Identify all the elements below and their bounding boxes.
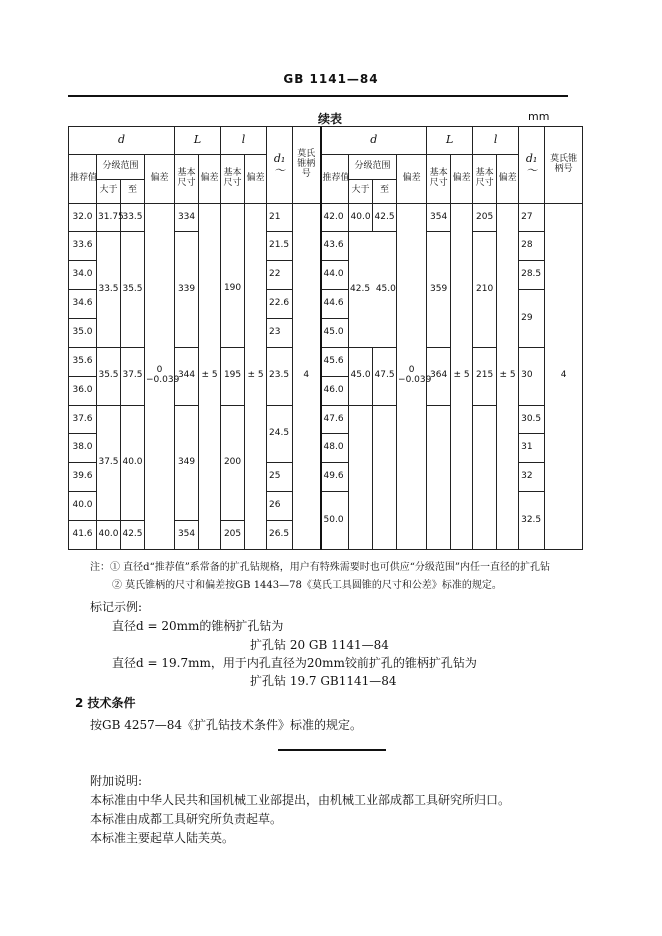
col-l-right: l bbox=[473, 127, 519, 155]
cell-range-to: 37.5 bbox=[121, 347, 145, 405]
col-d-right: d bbox=[321, 127, 427, 155]
cell-rec: 40.0 bbox=[69, 492, 97, 521]
cell-rec-right: 45.0 bbox=[321, 319, 349, 348]
standard-code-header: GB 1141—84 bbox=[283, 72, 379, 86]
marking-example-1: 直径d = 20mm的锥柄扩孔钻为 bbox=[112, 619, 284, 633]
section-2-text: 按GB 4257—84《扩孔钻技术条件》标准的规定。 bbox=[90, 718, 363, 732]
cell-l: 205 bbox=[221, 521, 245, 550]
cell-l: 190 bbox=[221, 232, 245, 347]
table-continued-title: 续表 bbox=[317, 112, 342, 126]
marking-example-2-code: 扩孔钻 19.7 GB1141—84 bbox=[250, 674, 397, 688]
dimension-table bbox=[68, 126, 583, 550]
cell-morse-right: 4 bbox=[545, 203, 583, 549]
cell-range-from: 31.75 bbox=[97, 203, 121, 232]
col-morse: 莫氏锥柄号 bbox=[293, 127, 321, 204]
section-2-heading: 2 技术条件 bbox=[75, 696, 136, 710]
cell-range-from-right: 42.5 bbox=[350, 283, 371, 294]
cell-rec: 39.6 bbox=[69, 463, 97, 492]
marking-title: 标记示例: bbox=[90, 600, 143, 614]
cell-dev-l-right: ± 5 bbox=[497, 203, 519, 549]
col-L: L bbox=[175, 127, 221, 155]
col-deviation-L: 偏差 bbox=[199, 154, 221, 203]
cell-range-to: 33.5 bbox=[121, 203, 145, 232]
cell-d1: 26.5 bbox=[267, 521, 293, 550]
cell-range-to: 42.5 bbox=[121, 521, 145, 550]
divider-rule bbox=[278, 749, 386, 751]
col-upto-right: 至 bbox=[373, 180, 397, 203]
cell-rec-right: 47.6 bbox=[321, 405, 349, 434]
col-basic-L-right: 基本尺寸 bbox=[427, 154, 451, 203]
col-l: l bbox=[221, 127, 267, 155]
cell-rec-right: 44.0 bbox=[321, 261, 349, 290]
marking-example-2: 直径d = 19.7mm，用于内孔直径为20mm铰前扩孔的锥柄扩孔钻为 bbox=[112, 656, 477, 670]
cell-l: 195 bbox=[221, 347, 245, 405]
col-deviation-l-right: 偏差 bbox=[497, 154, 519, 203]
cell-rec: 33.6 bbox=[69, 232, 97, 261]
col-d1-right: d₁ ～ bbox=[519, 127, 545, 204]
cell-d1: 23 bbox=[267, 319, 293, 348]
col-range: 分级范围 bbox=[97, 154, 145, 180]
cell-rec: 35.0 bbox=[69, 319, 97, 348]
cell-rec-right: 45.6 bbox=[321, 347, 349, 376]
cell-dev-L-right: ± 5 bbox=[451, 203, 473, 549]
cell-dev-d-right: 0 −0.039 bbox=[397, 203, 427, 549]
cell-d1: 23.5 bbox=[267, 347, 293, 405]
col-recommended-right: 推荐值 bbox=[321, 154, 349, 203]
cell-d1: 21.5 bbox=[267, 232, 293, 261]
cell-d1: 25 bbox=[267, 463, 293, 492]
cell-l-right: 205 bbox=[473, 203, 497, 232]
cell-L-right: 359 bbox=[427, 232, 451, 347]
supplement-line-2: 本标准由成都工具研究所负责起草。 bbox=[90, 812, 283, 826]
cell-d1-right: 28 bbox=[519, 232, 545, 261]
cell-rec-right: 50.0 bbox=[321, 492, 349, 550]
cell-rec-right: 42.0 bbox=[321, 203, 349, 232]
col-deviation-d: 偏差 bbox=[145, 154, 175, 203]
cell-range-from: 40.0 bbox=[97, 521, 121, 550]
cell-d1: 26 bbox=[267, 492, 293, 521]
header-row-1 bbox=[69, 127, 583, 155]
cell-range-from-right-empty bbox=[349, 405, 373, 549]
header-rule bbox=[68, 95, 568, 97]
cell-range-from-right: 40.0 bbox=[349, 203, 373, 232]
cell-l: 200 bbox=[221, 405, 245, 520]
cell-range-to-right: 45.0 bbox=[375, 283, 396, 294]
cell-d1: 21 bbox=[267, 203, 293, 232]
table-unit: mm bbox=[528, 110, 550, 123]
marking-example-1-code: 扩孔钻 20 GB 1141—84 bbox=[250, 638, 389, 652]
col-range-right: 分级范围 bbox=[349, 154, 397, 180]
cell-d1-right: 31 bbox=[519, 434, 545, 463]
col-deviation-d-right: 偏差 bbox=[397, 154, 427, 203]
cell-d1-right: 29 bbox=[519, 290, 545, 348]
header-row-2 bbox=[69, 154, 583, 180]
cell-rec-right: 49.6 bbox=[321, 463, 349, 492]
cell-d1-right: 27 bbox=[519, 203, 545, 232]
table-row bbox=[69, 203, 583, 232]
cell-rec: 36.0 bbox=[69, 376, 97, 405]
note-2: ② 莫氏锥柄的尺寸和偏差按GB 1443—78《莫氏工具圆锥的尺寸和公差》标准的规定。 bbox=[112, 580, 502, 591]
cell-rec: 32.0 bbox=[69, 203, 97, 232]
cell-L-right-empty bbox=[427, 405, 451, 549]
cell-d1-right: 30.5 bbox=[519, 405, 545, 434]
col-recommended: 推荐值 bbox=[69, 154, 97, 203]
cell-range-from: 33.5 bbox=[97, 232, 121, 347]
cell-range-from: 37.5 bbox=[97, 405, 121, 520]
cell-L: 344 bbox=[175, 347, 199, 405]
cell-range-from: 35.5 bbox=[97, 347, 121, 405]
cell-rec: 34.6 bbox=[69, 290, 97, 319]
cell-d1: 22 bbox=[267, 261, 293, 290]
cell-d1-right: 32.5 bbox=[519, 492, 545, 550]
cell-range-from-right: 45.0 bbox=[349, 347, 373, 405]
cell-morse: 4 bbox=[293, 203, 321, 549]
cell-rec-right: 46.0 bbox=[321, 376, 349, 405]
cell-rec: 35.6 bbox=[69, 347, 97, 376]
cell-range-to-right: 47.5 bbox=[373, 347, 397, 405]
cell-L: 339 bbox=[175, 232, 199, 347]
cell-d1: 22.6 bbox=[267, 290, 293, 319]
supplement-line-3: 本标准主要起草人陆芙英。 bbox=[90, 831, 235, 845]
cell-rec: 37.6 bbox=[69, 405, 97, 434]
cell-rec: 41.6 bbox=[69, 521, 97, 550]
col-L-right: L bbox=[427, 127, 473, 155]
col-deviation-L-right: 偏差 bbox=[451, 154, 473, 203]
col-basic-l: 基本尺寸 bbox=[221, 154, 245, 203]
cell-L: 354 bbox=[175, 521, 199, 550]
col-morse-right: 莫氏锥柄号 bbox=[545, 127, 583, 204]
cell-l-right: 215 bbox=[473, 347, 497, 405]
cell-l-empty bbox=[221, 203, 245, 232]
cell-range-to: 40.0 bbox=[121, 405, 145, 520]
cell-d1: 24.5 bbox=[267, 405, 293, 463]
col-d1: d₁ ～ bbox=[267, 127, 293, 204]
cell-rec-right: 44.6 bbox=[321, 290, 349, 319]
cell-rec: 34.0 bbox=[69, 261, 97, 290]
col-upto: 至 bbox=[121, 180, 145, 203]
cell-rec: 38.0 bbox=[69, 434, 97, 463]
col-deviation-l: 偏差 bbox=[245, 154, 267, 203]
cell-d1-right: 30 bbox=[519, 347, 545, 405]
cell-d1-right: 28.5 bbox=[519, 261, 545, 290]
cell-dev-L: ± 5 bbox=[199, 203, 221, 549]
supplement-title: 附加说明: bbox=[90, 774, 143, 788]
supplement-line-1: 本标准由中华人民共和国机械工业部提出，由机械工业部成都工具研究所归口。 bbox=[90, 793, 511, 807]
cell-range-right bbox=[349, 232, 397, 347]
cell-L-right: 364 bbox=[427, 347, 451, 405]
cell-d1-right: 32 bbox=[519, 463, 545, 492]
cell-rec-right: 43.6 bbox=[321, 232, 349, 261]
cell-range-to-right: 42.5 bbox=[373, 203, 397, 232]
cell-range-to-right-empty bbox=[373, 405, 397, 549]
col-basic-L: 基本尺寸 bbox=[175, 154, 199, 203]
note-1: 注：① 直径d“推荐值”系常备的扩孔钻规格，用户有特殊需要时也可供应“分级范围”内任一直径的扩孔钻 bbox=[90, 562, 551, 573]
col-d: d bbox=[69, 127, 175, 155]
cell-L: 349 bbox=[175, 405, 199, 520]
col-greater: 大于 bbox=[97, 180, 121, 203]
cell-l-right-empty bbox=[473, 405, 497, 549]
cell-rec-right: 48.0 bbox=[321, 434, 349, 463]
cell-l-right: 210 bbox=[473, 232, 497, 347]
cell-L: 334 bbox=[175, 203, 199, 232]
cell-range-to: 35.5 bbox=[121, 232, 145, 347]
col-greater-right: 大于 bbox=[349, 180, 373, 203]
col-basic-l-right: 基本尺寸 bbox=[473, 154, 497, 203]
cell-dev-d: 0 −0.039 bbox=[145, 203, 175, 549]
cell-dev-l: ± 5 bbox=[245, 203, 267, 549]
cell-L-right: 354 bbox=[427, 203, 451, 232]
